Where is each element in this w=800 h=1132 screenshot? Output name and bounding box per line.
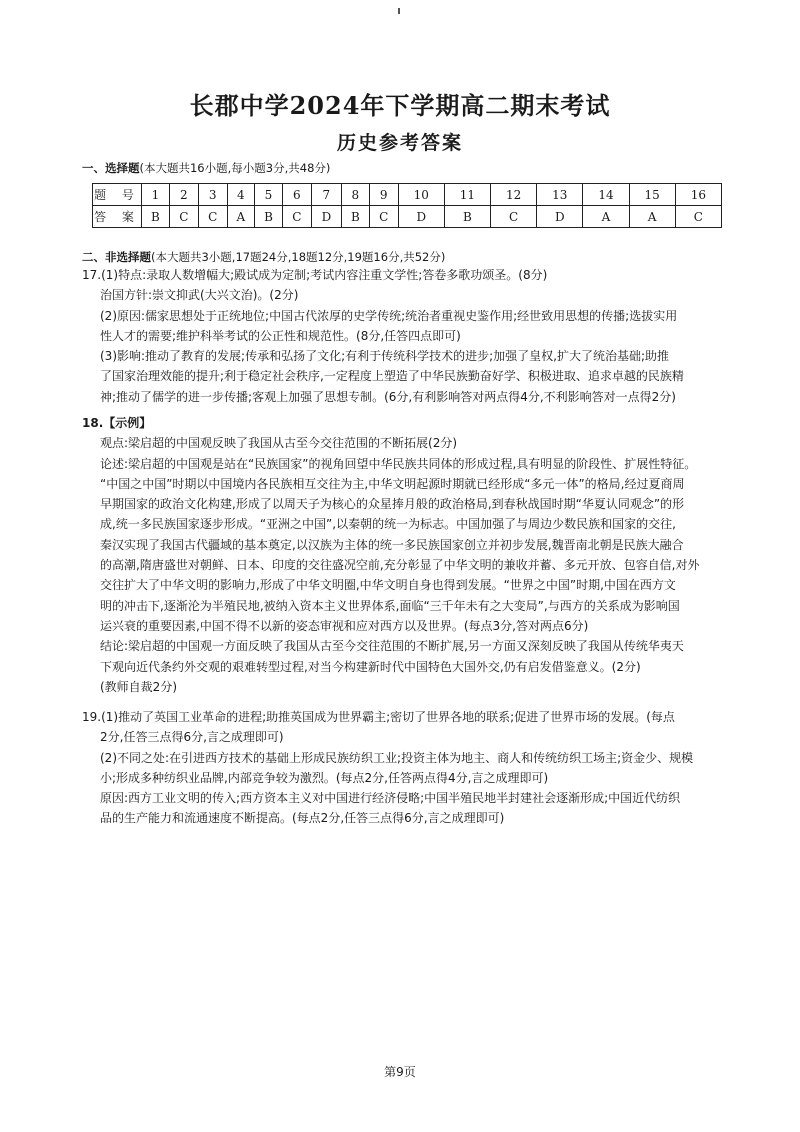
q17-line: (3)影响:推动了教育的发展;传承和弘扬了文化;有利于传统科学技术的进步;加强了皇权,扩大了统治基础;助推	[100, 349, 670, 364]
answer-cell: B	[444, 206, 490, 228]
q19-line: 原因:西方工业文明的传入;西方资本主义对中国进行经济侵略;中国半殖民地半封建社会逐渐形成;中国近代纺织	[100, 791, 681, 806]
question-number: 13	[537, 184, 583, 206]
q18-line: 运兴衰的重要因素,中国不得不以新的姿态审视和应对西方以及世界。(每点3分,答对两点6分)	[100, 618, 589, 633]
section-one-label: 一、选择题	[82, 161, 140, 175]
answer-cell: B	[255, 206, 283, 228]
top-mark	[398, 8, 400, 14]
q18-line: 结论:梁启超的中国观一方面反映了我国从古至今交往范围的不断扩展,另一方面又深刻反映了我国从传统华夷天	[100, 639, 684, 654]
question-number: 8	[341, 184, 369, 206]
answer-cell: A	[227, 206, 254, 228]
q17-line: 神;推动了儒学的进一步传播;客观上加强了思想专制。(6分,有利影响答对两点得4分,不利影响答对一点得2分)	[100, 389, 676, 404]
question-number: 9	[369, 184, 398, 206]
answer-row	[93, 206, 722, 228]
question-number: 10	[398, 184, 444, 206]
section-two-label: 二、非选择题	[82, 250, 151, 264]
answer-cell: C	[675, 206, 721, 228]
question-number: 7	[311, 184, 341, 206]
answer-key-subtitle: 历史参考答案	[336, 132, 463, 154]
q19-line: 2分,任答三点得6分,言之成理即可)	[100, 730, 284, 745]
question-number: 5	[255, 184, 283, 206]
question-17-answer	[82, 265, 730, 407]
question-number: 16	[675, 184, 721, 206]
answer-cell: A	[583, 206, 629, 228]
answer-cell: C	[169, 206, 198, 228]
q19-line: 小;形成多种纺织业品牌,内部竞争较为激烈。(每点2分,任答两点得4分,言之成理即可)	[100, 770, 549, 785]
question-number: 14	[583, 184, 629, 206]
question-number: 11	[444, 184, 490, 206]
q17-line: 性人才的需要;维护科举考试的公正性和规范性。(8分,任答四点即可)	[100, 328, 461, 343]
question-number-header: 题 号	[93, 184, 142, 206]
q19-line: 品的生产能力和流通速度不断提高。(每点2分,任答三点得6分,言之成理即可)	[100, 811, 505, 826]
q17-line: 治国方针:崇文抑武(大兴文治)。(2分)	[100, 288, 299, 303]
answer-cell: C	[198, 206, 227, 228]
q19-line: 19.(1)推动了英国工业革命的进程;助推英国成为世界霸主;密切了世界各地的联系;促进了世界市场的发展。(每点	[82, 710, 675, 724]
q18-line: 成,统一多民族国家逐步形成。“亚洲之中国”,以秦朝的统一为标志。中国加强了与周边少数民族和国家的交往,	[100, 517, 676, 532]
answer-table	[92, 183, 722, 228]
q18-line: 观点:梁启超的中国观反映了我国从古至今交往范围的不断拓展(2分)	[100, 436, 458, 451]
q19-line: (2)不同之处:在引进西方技术的基础上形成民族纺织工业;投资主体为地主、商人和传统纺织工场主;资金少、规模	[100, 750, 694, 765]
q17-line: 了国家治理效能的提升;利于稳定社会秩序,一定程度上塑造了中华民族勤奋好学、积极进取、追求卓越的民族精	[100, 369, 684, 384]
section-two-heading	[82, 249, 445, 265]
question-number: 3	[198, 184, 227, 206]
exam-title: 长郡中学2024年下学期高二期末考试	[189, 91, 611, 120]
answer-cell: B	[341, 206, 369, 228]
q18-line: 18.【示例】	[82, 416, 152, 430]
q18-line: 明的冲击下,逐渐沦为半殖民地,被纳入资本主义世界体系,面临“三千年未有之大变局”,与西方的关系成为影响国	[100, 598, 680, 613]
question-number: 6	[282, 184, 311, 206]
section-two-note: (本大题共3小题,17题24分,18题12分,19题16分,共52分)	[151, 250, 446, 264]
q18-line: 秦汉实现了我国古代疆域的基本奠定,以汉族为主体的统一多民族国家创立并初步发展,魏晋南北朝是民族大融合	[100, 537, 684, 552]
answer-cell: C	[491, 206, 537, 228]
question-number-row	[93, 184, 722, 206]
q18-line: 下观向近代条约外交观的艰难转型过程,对当今构建新时代中国特色大国外交,仍有启发借鉴意义。(2分)	[100, 659, 641, 674]
question-19-answer	[82, 707, 730, 829]
question-number: 1	[142, 184, 170, 206]
answer-cell: D	[311, 206, 341, 228]
q17-line: 17.(1)特点:录取人数增幅大;殿试成为定制;考试内容注重文学性;答卷多歌功颂圣。(8分)	[82, 268, 548, 282]
q18-line: 的高潮,隋唐盛世对朝鲜、日本、印度的交往盛况空前,充分彰显了中华文明的兼收并蓄、多元开放、包容自信,对外	[100, 558, 700, 573]
question-18-answer	[82, 413, 730, 697]
q18-line: 论述:梁启超的中国观是站在“民族国家”的视角回望中华民族共同体的形成过程,具有明显的阶段性、扩展性特征。	[100, 456, 697, 471]
q18-line: “中国之中国”时期以中国境内各民族相互交往为主,中华文明起源时期就已经形成“多元一体”的格局,经过夏商周	[100, 476, 685, 491]
section-one-note: (本大题共16小题,每小题3分,共48分)	[139, 161, 331, 175]
q18-line: 早期国家的政治文化构建,形成了以周天子为核心的众星捧月般的政治格局,到春秋战国时期“华夏认同观念”的形	[100, 497, 685, 512]
question-number: 2	[169, 184, 198, 206]
answer-cell: D	[537, 206, 583, 228]
q18-line: (教师自裁2分)	[100, 679, 177, 694]
answer-cell: A	[629, 206, 675, 228]
question-number: 12	[491, 184, 537, 206]
answer-cell: D	[398, 206, 444, 228]
answer-cell: C	[282, 206, 311, 228]
question-number: 15	[629, 184, 675, 206]
page-number: 第9页	[384, 1065, 416, 1079]
answer-cell: C	[369, 206, 398, 228]
question-number: 4	[227, 184, 254, 206]
q17-line: (2)原因:儒家思想处于正统地位;中国古代浓厚的史学传统;统治者重视史鉴作用;经世致用思想的传播;选拔实用	[100, 308, 678, 323]
answer-cell: B	[142, 206, 170, 228]
section-one-heading	[82, 160, 330, 176]
answer-header: 答 案	[93, 206, 142, 228]
q18-line: 交往扩大了中华文明的影响力,形成了中华文明圈,中华文明自身也得到发展。“世界之中国”时期,中国在西方文	[100, 578, 676, 593]
